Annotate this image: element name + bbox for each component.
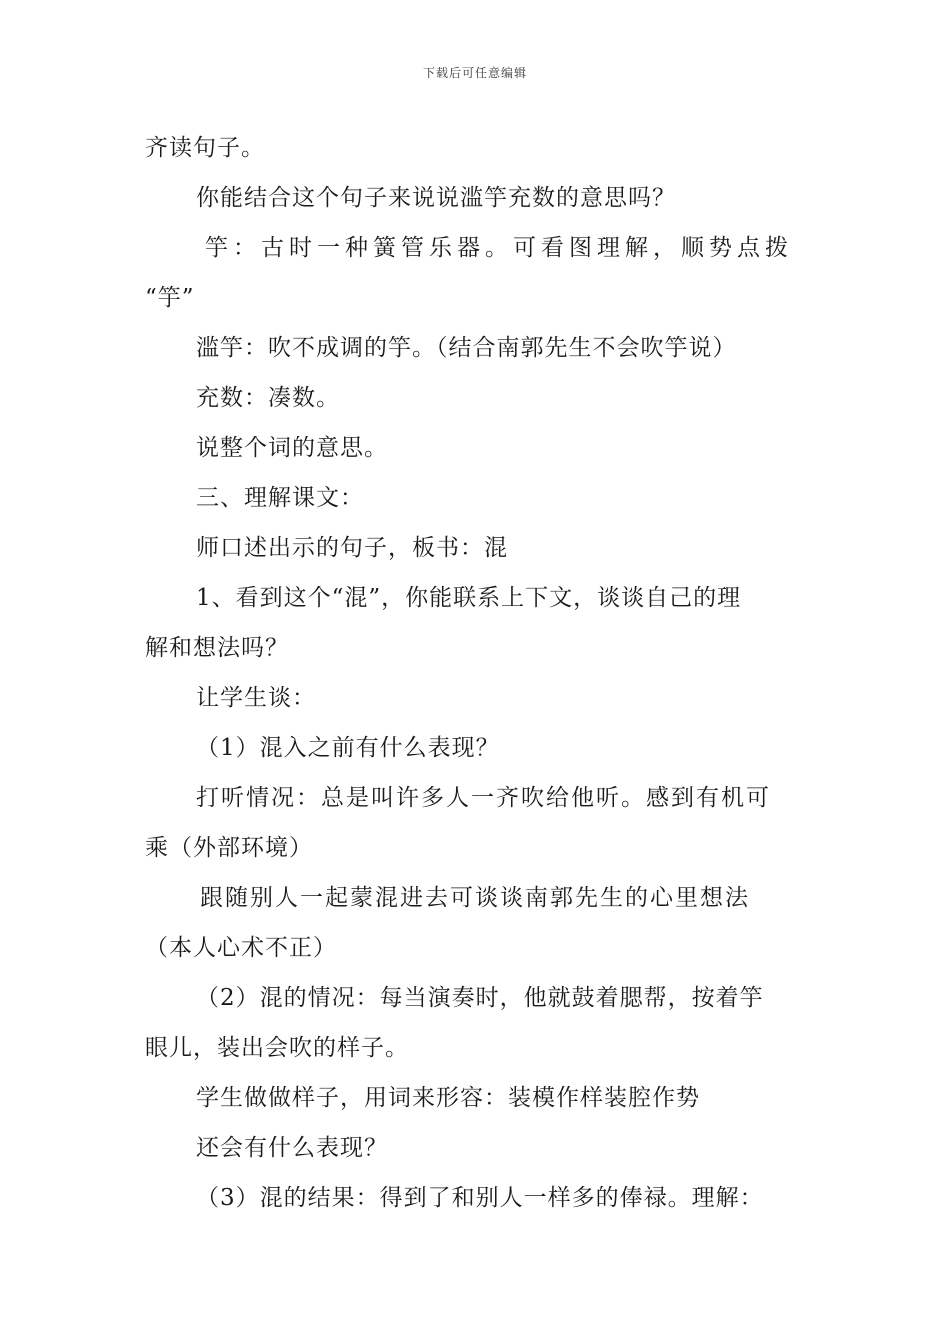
text-line: 解和想法吗？ (145, 635, 289, 661)
text-line: 乘（外部环境） (145, 835, 313, 861)
page-header: 下载后可任意编辑 (422, 66, 527, 80)
text-line: 你能结合这个句子来说说滥竽充数的意思吗？ (196, 185, 676, 211)
text-line: （3）混的结果：得到了和别人一样多的俸禄。理解： (196, 1185, 764, 1211)
text-line: “竽” (145, 285, 195, 311)
text-line: （本人心术不正） (145, 935, 337, 961)
text-line: 滥竽：吹不成调的竽。（结合南郭先生不会吹竽说） (196, 335, 737, 361)
text-line: 竽：古时一种簧管乐器。可看图理解，顺势点拨 (205, 235, 793, 261)
text-line: 打听情况：总是叫许多人一齐吹给他听。感到有机可 (196, 785, 771, 811)
text-line: 师口述出示的句子，板书：混 (196, 535, 508, 561)
text-line: 1、看到这个“混”，你能联系上下文，谈谈自己的理 (196, 585, 742, 611)
text-line: 齐读句子。 (145, 135, 265, 161)
text-line: （2）混的情况：每当演奏时，他就鼓着腮帮，按着竽 (196, 985, 764, 1011)
text-line: 还会有什么表现？ (196, 1135, 388, 1161)
section-heading: 三、理解课文： (196, 485, 364, 511)
text-line: （1）混入之前有什么表现？ (196, 735, 500, 761)
text-line: 让学生谈： (196, 685, 316, 711)
text-line: 学生做做样子，用词来形容：装模作样装腔作势 (196, 1085, 700, 1111)
text-line: 眼儿，装出会吹的样子。 (145, 1035, 409, 1061)
text-line: 跟随别人一起蒙混进去可谈谈南郭先生的心里想法 (200, 885, 750, 911)
text-line: 充数：凑数。 (196, 385, 340, 411)
text-line: 说整个词的意思。 (196, 435, 388, 461)
